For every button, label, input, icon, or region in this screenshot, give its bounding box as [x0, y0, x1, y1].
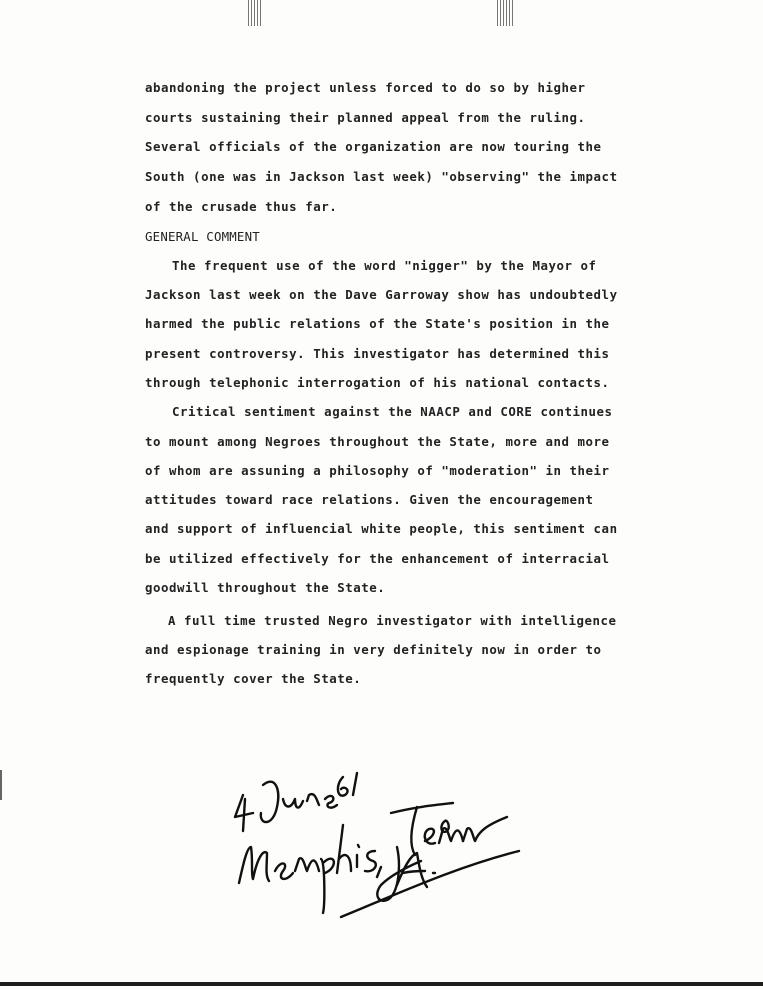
page-bottom-border	[0, 982, 763, 986]
scan-artifact	[248, 0, 262, 26]
body-line: harmed the public relations of the State's position in the	[145, 316, 610, 331]
scan-artifact	[0, 770, 2, 800]
body-line: Critical sentiment against the NAACP and CORE continues	[172, 404, 613, 419]
body-line: Jackson last week on the Dave Garroway show has undoubtedly	[145, 287, 618, 302]
body-line: and support of influencial white people, this sentiment can	[145, 521, 618, 536]
body-line: frequently cover the State.	[145, 671, 362, 686]
body-line: of whom are assuning a philosophy of "moderation" in their	[145, 463, 610, 478]
body-line: of the crusade thus far.	[145, 199, 338, 214]
body-line: attitudes toward race relations. Given the encouragement	[145, 492, 594, 507]
body-line: South (one was in Jackson last week) "observing" the impact	[145, 169, 618, 184]
body-line: through telephonic interrogation of his national contacts.	[145, 375, 610, 390]
body-line: goodwill throughout the State.	[145, 580, 386, 595]
body-line: A full time trusted Negro investigator with intelligence	[168, 613, 617, 628]
section-heading: GENERAL COMMENT	[145, 229, 260, 244]
body-line: Several officials of the organization are now touring the	[145, 139, 602, 154]
handwritten-signature	[225, 755, 535, 925]
body-line: abandoning the project unless forced to do so by higher	[145, 80, 586, 95]
body-line: courts sustaining their planned appeal from the ruling.	[145, 110, 586, 125]
body-line: The frequent use of the word "nigger" by the Mayor of	[172, 258, 597, 273]
body-line: to mount among Negroes throughout the State, more and more	[145, 434, 610, 449]
body-line: present controversy. This investigator has determined this	[145, 346, 610, 361]
scan-artifact	[497, 0, 515, 26]
body-line: be utilized effectively for the enhancement of interracial	[145, 551, 610, 566]
body-line: and espionage training in very definitely now in order to	[145, 642, 602, 657]
